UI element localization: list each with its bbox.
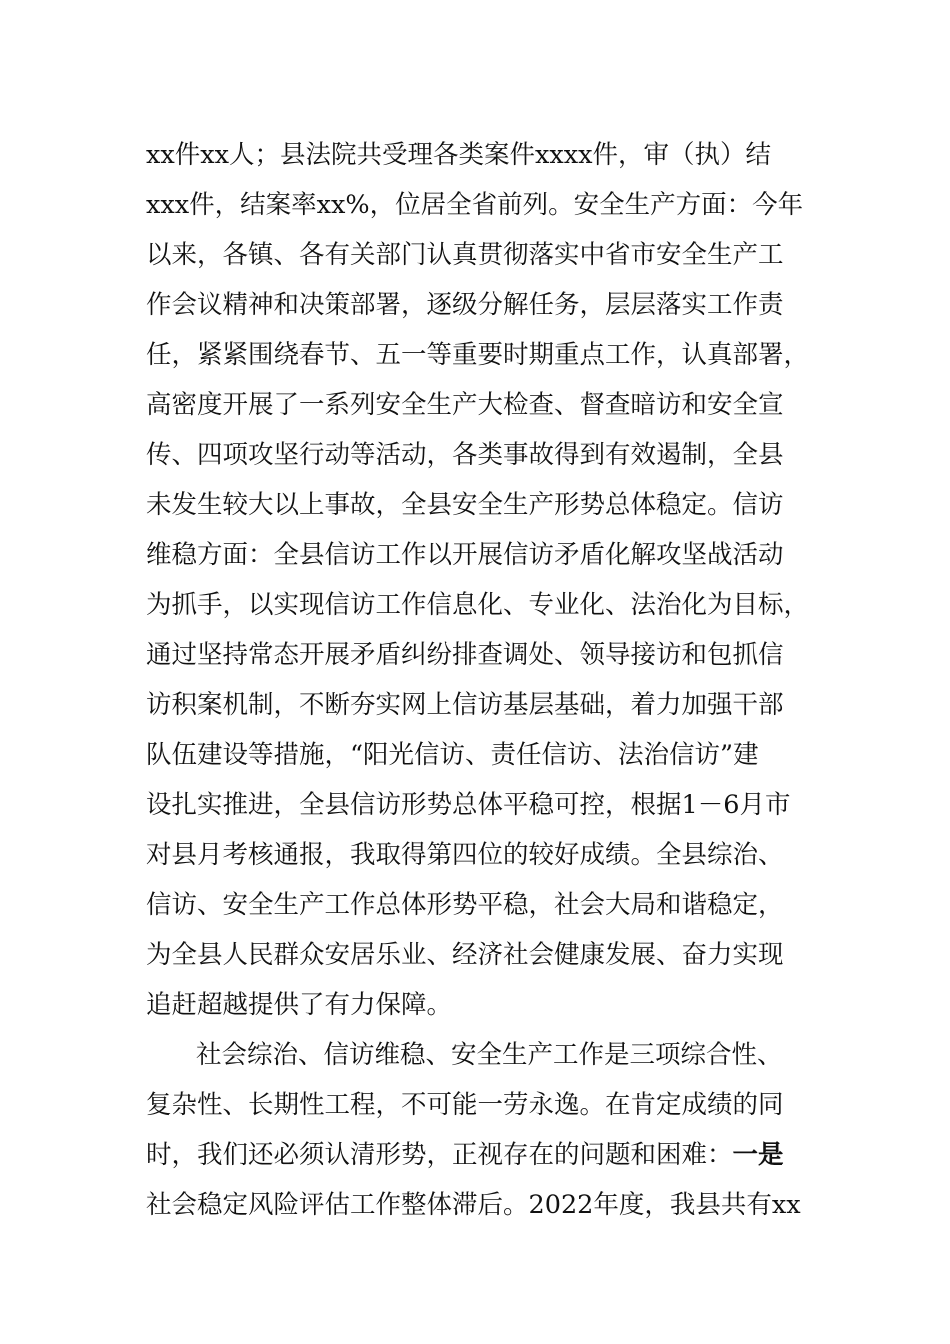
paragraph-line: 为全县人民群众安居乐业、经济社会健康发展、奋力实现 bbox=[146, 940, 784, 970]
paragraph-line: xxx件，结案率xx%，位居全省前列。安全生产方面：今年 bbox=[146, 190, 804, 220]
paragraph-line: 追赶超越提供了有力保障。 bbox=[146, 990, 453, 1020]
paragraph-line: 未发生较大以上事故，全县安全生产形势总体稳定。信访 bbox=[146, 490, 784, 520]
paragraph-line: 以来，各镇、各有关部门认真贯彻落实中省市安全生产工 bbox=[146, 240, 784, 270]
paragraph-line: 访积案机制，不断夯实网上信访基层基础，着力加强干部 bbox=[146, 690, 784, 720]
paragraph-line: 为抓手，以实现信访工作信息化、专业化、法治化为目标， bbox=[146, 590, 810, 620]
paragraph-line: 信访、安全生产工作总体形势平稳，社会大局和谐稳定， bbox=[146, 890, 784, 920]
paragraph-line: 传、四项攻坚行动等活动，各类事故得到有效遏制，全县 bbox=[146, 440, 784, 470]
paragraph-line: 设扎实推进，全县信访形势总体平稳可控，根据1－6月市 bbox=[146, 790, 791, 820]
paragraph-line: 通过坚持常态开展矛盾纠纷排查调处、领导接访和包抓信 bbox=[146, 640, 784, 670]
paragraph-line: 对县月考核通报，我取得第四位的较好成绩。全县综治、 bbox=[146, 840, 784, 870]
line-text: 时，我们还必须认清形势，正视存在的问题和困难： bbox=[146, 1140, 733, 1170]
paragraph-line: 高密度开展了一系列安全生产大检查、督查暗访和安全宣 bbox=[146, 390, 784, 420]
paragraph-line: 队伍建设等措施，“阳光信访、责任信访、法治信访”建 bbox=[146, 740, 759, 770]
paragraph-line: 任，紧紧围绕春节、五一等重要时期重点工作，认真部署， bbox=[146, 340, 810, 370]
paragraph-line: 社会稳定风险评估工作整体滞后。2022年度，我县共有xx bbox=[146, 1190, 801, 1220]
paragraph-line: 复杂性、长期性工程，不可能一劳永逸。在肯定成绩的同 bbox=[146, 1090, 784, 1120]
paragraph-line: xx件xx人；县法院共受理各类案件xxxx件，审（执）结 bbox=[146, 140, 772, 170]
paragraph-first-line: 社会综治、信访维稳、安全生产工作是三项综合性、 bbox=[196, 1040, 783, 1070]
paragraph-line: 维稳方面：全县信访工作以开展信访矛盾化解攻坚战活动 bbox=[146, 540, 784, 570]
paragraph-line bbox=[146, 1130, 784, 1180]
paragraph-line: 作会议精神和决策部署，逐级分解任务，层层落实工作责 bbox=[146, 290, 784, 320]
emphasis-text: 一是 bbox=[732, 1140, 784, 1170]
